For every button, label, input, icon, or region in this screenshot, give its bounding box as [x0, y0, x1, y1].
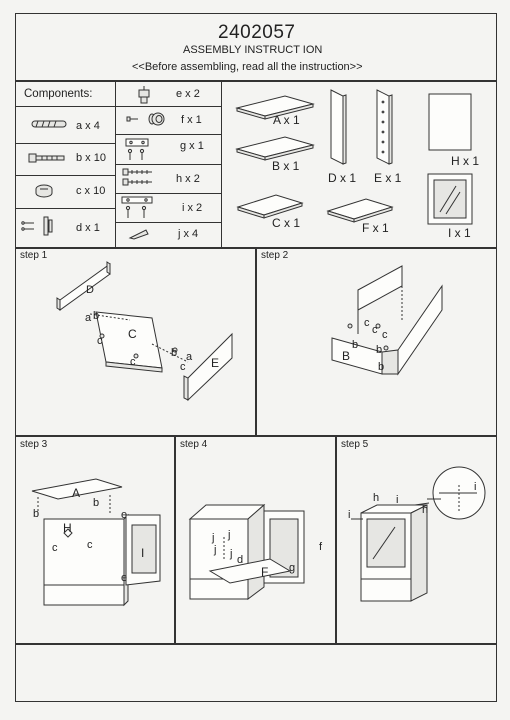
comp-row-line: [115, 193, 221, 194]
knob-icon: [126, 112, 171, 126]
comp-row-line: [15, 106, 115, 107]
step2-part-b: b: [352, 339, 359, 351]
step2-part-c: c: [364, 317, 370, 329]
step3-part-e: e: [121, 509, 128, 521]
shelf-support-icon: [128, 227, 152, 241]
hardware-qty-f: f x 1: [181, 114, 202, 126]
step5-diagram: [341, 455, 491, 625]
step2-part-b2: b: [376, 344, 383, 356]
comp-row-line: [15, 143, 115, 144]
panel-d-icon: [329, 88, 351, 168]
panel-qty-e: E x 1: [374, 171, 402, 185]
panel-qty-d: D x 1: [328, 171, 357, 185]
hardware-qty-j: j x 4: [178, 228, 199, 240]
step4-part-j4: j: [230, 548, 233, 560]
step4-label: step 4: [180, 439, 208, 450]
panel-qty-i: I x 1: [448, 226, 471, 240]
step4-part-f-panel: F: [261, 565, 269, 579]
step2-part-c2: c: [372, 324, 378, 336]
back-panel-h-icon: [427, 92, 475, 154]
step1-diagram: [20, 262, 250, 422]
step1-part-b: b: [93, 310, 100, 322]
step2-part-b3: b: [378, 361, 385, 373]
step1-label: step 1: [20, 250, 48, 261]
step4-part-j3: j: [214, 544, 217, 556]
step5-part-i: i: [396, 494, 399, 506]
door-handle-icon: [22, 215, 62, 237]
hardware-qty-g: g x 1: [180, 140, 204, 152]
step4-part-j: j: [212, 532, 215, 544]
screw-set-icon: [122, 167, 162, 189]
hardware-qty-d: d x 1: [76, 222, 100, 234]
step3-part-a: A: [72, 486, 81, 500]
comp-row-line: [15, 175, 115, 176]
hardware-qty-c: c x 10: [76, 185, 106, 197]
step4-part-d: d: [237, 554, 244, 566]
step5-label: step 5: [341, 439, 369, 450]
step2-part-b-panel: B: [342, 349, 351, 363]
step5-part-i3: i: [474, 481, 477, 493]
wooden-dowel-icon: [30, 118, 70, 130]
hardware-qty-i: i x 2: [182, 202, 203, 214]
step5-part-i2: i: [348, 509, 351, 521]
step4-part-g: g: [289, 562, 296, 574]
step3-part-c: c: [52, 542, 58, 554]
step4-diagram: [180, 455, 330, 625]
step3-part-i: I: [141, 546, 145, 560]
comp-row-line: [115, 222, 221, 223]
cam-bolt-icon: [28, 152, 68, 164]
magnetic-catch-icon: [124, 138, 158, 162]
hardware-qty-h: h x 2: [176, 173, 200, 185]
product-code: 2402057: [218, 22, 296, 43]
step3-label: step 3: [20, 439, 48, 450]
hinge-cup-icon: [134, 85, 154, 105]
step3-part-b2: b: [93, 497, 100, 509]
wall-bracket-icon: [120, 196, 160, 220]
step1-part-a: a: [85, 312, 92, 324]
panel-e-icon: [375, 88, 397, 168]
step5-part-h: h: [373, 492, 380, 504]
components-divider-2: [221, 81, 222, 248]
step4-part-f: f: [319, 541, 323, 553]
step2-diagram: [262, 262, 492, 422]
cam-lock-icon: [34, 183, 54, 199]
mirror-door-i-icon: [426, 172, 476, 228]
step1-part-a2: a: [186, 351, 193, 363]
step3-part-b: b: [33, 508, 40, 520]
hardware-qty-e: e x 2: [176, 88, 200, 100]
components-title: Components:: [24, 88, 93, 100]
step1-part-d: D: [86, 284, 94, 296]
panel-qty-c: C x 1: [272, 216, 301, 230]
comp-row-line: [115, 106, 221, 107]
step1-part-c2: c: [130, 356, 136, 368]
step1-part-c: c: [97, 335, 103, 347]
panel-qty-b: B x 1: [272, 159, 300, 173]
panel-qty-f: F x 1: [362, 221, 389, 235]
comp-row-line: [15, 208, 115, 209]
step4-part-j2: j: [228, 529, 231, 541]
step5-part-h2: h: [422, 504, 429, 516]
footer-frame: [15, 644, 497, 702]
step2-label: step 2: [261, 250, 289, 261]
step2-part-c3: c: [382, 329, 388, 341]
panel-qty-h: H x 1: [451, 154, 480, 168]
step1-part-b2: b: [171, 347, 178, 359]
step1-part-c-panel: C: [128, 327, 137, 341]
step1-part-e: E: [211, 356, 220, 370]
step3-part-h: H: [63, 521, 72, 535]
hardware-qty-b: b x 10: [76, 152, 106, 164]
panel-qty-a: A x 1: [273, 113, 300, 127]
document-subtitle: <<Before assembling, read all the instruction>>: [132, 61, 363, 73]
comp-row-line: [115, 134, 221, 135]
step3-diagram: [20, 455, 170, 625]
step3-part-c2: c: [87, 539, 93, 551]
comp-row-line: [115, 164, 221, 165]
hardware-qty-a: a x 4: [76, 120, 100, 132]
step1-part-c3: c: [180, 361, 186, 373]
step3-part-e2: e: [121, 572, 128, 584]
document-title: ASSEMBLY INSTRUCT ION: [183, 44, 323, 56]
